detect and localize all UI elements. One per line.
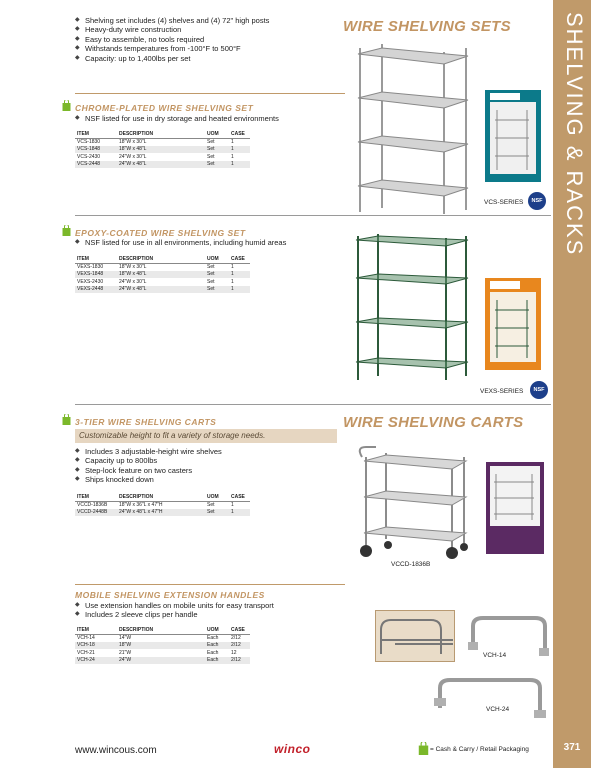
col-description: DESCRIPTION: [117, 494, 205, 501]
cell: VCS-2430: [77, 153, 101, 160]
handles-table: [75, 627, 250, 664]
cell: VCS-1830: [77, 139, 101, 145]
cell: 18"W x 30"L: [119, 139, 147, 145]
cell: VEXS-2448: [75, 286, 117, 294]
cell: 18"W x 48"L: [117, 146, 205, 154]
handle-14-caption: VCH-14: [483, 652, 507, 659]
carts-table: [75, 494, 250, 516]
cell: 1: [231, 264, 234, 270]
epoxy-caption: VEXS-SERIES: [480, 388, 524, 395]
cell: Set: [205, 161, 229, 169]
handle-24-caption: VCH-24: [486, 706, 510, 713]
chrome-heading: CHROME-PLATED WIRE SHELVING SET: [75, 103, 254, 113]
epoxy-package-image: [485, 278, 541, 370]
col-uom: UOM: [205, 256, 229, 263]
table-row: [75, 146, 250, 154]
bullet: ◆ Capacity up to 800lbs: [75, 456, 222, 465]
cell: Each: [205, 657, 229, 665]
col-description: DESCRIPTION: [117, 627, 205, 634]
cell: 1: [229, 146, 250, 154]
cell: Set: [207, 264, 215, 270]
table-row: [75, 263, 250, 271]
cell: Set: [205, 286, 229, 294]
carts-section-heading: WIRE SHELVING CARTS: [343, 414, 524, 431]
divider: [75, 215, 551, 216]
divider: [75, 93, 345, 94]
shopping-bag-icon: [62, 414, 71, 425]
cell: 1: [229, 161, 250, 169]
chrome-caption: VCS-SERIES: [484, 199, 524, 206]
cell: 18"W x 30"L: [119, 264, 147, 270]
winco-logo: winco: [274, 742, 311, 756]
cell: 1: [229, 271, 250, 279]
chrome-bullets: [75, 114, 279, 123]
cell: VCS-2448: [75, 161, 117, 169]
cell: 24"W: [117, 657, 205, 665]
shopping-bag-icon: [62, 100, 71, 111]
epoxy-bullets: [75, 238, 286, 247]
cell: VCH-24: [75, 657, 117, 665]
col-case: CASE: [229, 627, 250, 634]
carts-bullets: [75, 447, 222, 485]
cell: VCH-14: [77, 635, 95, 641]
table-row: [75, 153, 250, 161]
shopping-bag-icon: [418, 742, 429, 755]
table-row: [75, 509, 250, 517]
cell: Set: [207, 153, 215, 160]
bullet: ◆ Step-lock feature on two casters: [75, 466, 222, 475]
col-description: DESCRIPTION: [117, 131, 205, 138]
col-case: CASE: [229, 494, 250, 501]
table-row: [75, 642, 250, 650]
cell: VCCD-1836B: [77, 502, 108, 508]
cell: 18"W: [117, 642, 205, 650]
col-item: ITEM: [75, 131, 117, 138]
cell: VCCD-2448B: [75, 509, 117, 517]
cell: 24"W x 30"L: [119, 153, 147, 160]
cart-package-image: [486, 462, 544, 554]
cell: 1: [231, 153, 234, 160]
handles-bullets: [75, 601, 274, 620]
cell: Each: [207, 635, 219, 641]
cart-image: [352, 445, 470, 560]
bullet: ◆ Withstands temperatures from -100°F to 500°F: [75, 44, 269, 53]
col-item: ITEM: [75, 494, 117, 501]
bullet: ◆ Capacity: up to 1,400lbs per set: [75, 54, 269, 63]
side-title: SHELVING & RACKS: [562, 12, 587, 257]
epoxy-heading: EPOXY-COATED WIRE SHELVING SET: [75, 228, 246, 238]
cell: Set: [205, 271, 229, 279]
table-row: [75, 657, 250, 665]
col-uom: UOM: [205, 627, 229, 634]
nsf-badge: NSF: [528, 192, 546, 210]
cell: 1: [229, 509, 250, 517]
shopping-bag-icon: [62, 225, 71, 236]
cart-caption: VCCD-1836B: [391, 561, 431, 568]
cell: 24"W x 48"L x 47"H: [117, 509, 205, 517]
footer-url[interactable]: www.wincous.com: [75, 745, 157, 756]
table-row: [75, 278, 250, 286]
table-row: [75, 634, 250, 642]
handle-14-image: [465, 612, 550, 660]
carts-heading: 3-TIER WIRE SHELVING CARTS: [75, 417, 217, 427]
chrome-package-image: [485, 90, 541, 182]
table-row: [75, 271, 250, 279]
carts-callout: Customizable height to fit a variety of storage needs.: [75, 429, 337, 443]
packaging-legend: = Cash & Carry / Retail Packaging: [430, 746, 529, 753]
cell: 1: [231, 278, 234, 285]
nsf-badge: NSF: [530, 381, 548, 399]
bullet: ◆ Ships knocked down: [75, 475, 222, 484]
col-case: CASE: [229, 131, 250, 138]
col-item: ITEM: [75, 627, 117, 634]
cell: VCH-21: [77, 649, 95, 656]
cell: 2/12: [231, 635, 241, 641]
table-row: [75, 161, 250, 169]
table-row: [75, 501, 250, 509]
chrome-table: [75, 131, 250, 168]
cell: 1: [229, 286, 250, 294]
cell: 14"W: [119, 635, 132, 641]
bullet: ◆ Easy to assemble, no tools required: [75, 35, 269, 44]
cell: VCH-18: [75, 642, 117, 650]
cell: 24"W x 48"L: [117, 161, 205, 169]
cell: 2/12: [229, 657, 250, 665]
col-uom: UOM: [205, 131, 229, 138]
col-item: ITEM: [75, 256, 117, 263]
cell: Each: [207, 649, 219, 656]
bullet: ◆ Heavy-duty wire construction: [75, 25, 269, 34]
bullet: ◆ Includes 2 sleeve clips per handle: [75, 610, 274, 619]
divider: [75, 404, 551, 405]
col-description: DESCRIPTION: [117, 256, 205, 263]
cell: Set: [205, 146, 229, 154]
table-row: [75, 286, 250, 294]
cell: 12: [231, 649, 237, 656]
page-number: 371: [553, 736, 591, 760]
chrome-shelf-image: [352, 40, 474, 216]
cell: VEXS-1848: [75, 271, 117, 279]
cell: VEXS-2430: [77, 278, 104, 285]
cell: VCS-1848: [75, 146, 117, 154]
bullet: ◆ Use extension handles on mobile units for easy transport: [75, 601, 274, 610]
handles-heading: MOBILE SHELVING EXTENSION HANDLES: [75, 590, 265, 600]
cell: 2/12: [229, 642, 250, 650]
cell: 1: [231, 502, 234, 508]
bullet: ◆ Includes 3 adjustable-height wire shelves: [75, 447, 222, 456]
bullet: ◆ NSF listed for use in dry storage and heated environments: [75, 114, 279, 123]
cell: Set: [207, 139, 215, 145]
cell: Set: [207, 502, 215, 508]
epoxy-shelf-image: [350, 230, 474, 382]
handle-in-use-image: [375, 610, 455, 662]
sets-bullets: [75, 16, 269, 63]
cell: Set: [205, 509, 229, 517]
cell: VEXS-1830: [77, 264, 104, 270]
table-row: [75, 138, 250, 146]
epoxy-table: [75, 256, 250, 293]
cell: 24"W x 30"L: [119, 278, 147, 285]
col-case: CASE: [229, 256, 250, 263]
divider: [75, 584, 345, 585]
table-row: [75, 649, 250, 657]
cell: Each: [205, 642, 229, 650]
cell: 18"W x 48"L: [117, 271, 205, 279]
cell: 21"W: [119, 649, 132, 656]
cell: 18"W x 36"L x 47"H: [119, 502, 163, 508]
cell: 1: [231, 139, 234, 145]
sets-heading: WIRE SHELVING SETS: [343, 18, 511, 35]
col-uom: UOM: [205, 494, 229, 501]
bullet: ◆ NSF listed for use in all environments, including humid areas: [75, 238, 286, 247]
cell: Set: [207, 278, 215, 285]
bullet: ◆ Shelving set includes (4) shelves and (4) 72" high posts: [75, 16, 269, 25]
cell: 24"W x 48"L: [117, 286, 205, 294]
